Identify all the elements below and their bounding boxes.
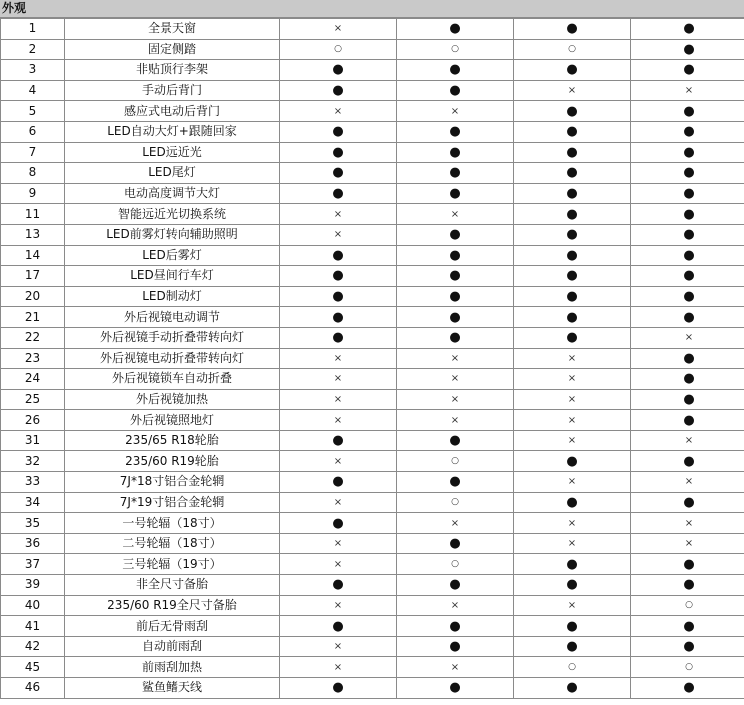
table-row: [1, 60, 744, 81]
standard-mark: ●: [631, 101, 744, 122]
table-row: [1, 204, 744, 225]
table-row: [1, 39, 744, 60]
not-available-mark: ×: [514, 410, 631, 431]
table-row: [1, 533, 744, 554]
row-number: 4: [1, 80, 65, 101]
standard-mark: ●: [514, 183, 631, 204]
not-available-mark: ×: [397, 101, 514, 122]
not-available-mark: ×: [280, 204, 397, 225]
feature-name: 感应式电动后背门: [65, 101, 280, 122]
standard-mark: ●: [631, 204, 744, 225]
row-number: 39: [1, 575, 65, 596]
optional-mark: ○: [397, 39, 514, 60]
standard-mark: ●: [397, 245, 514, 266]
standard-mark: ●: [514, 492, 631, 513]
not-available-mark: ×: [631, 472, 744, 493]
table-row: [1, 451, 744, 472]
feature-name: 全景天窗: [65, 19, 280, 40]
row-number: 32: [1, 451, 65, 472]
standard-mark: ●: [280, 163, 397, 184]
feature-name: LED制动灯: [65, 286, 280, 307]
feature-name: 外后视镜电动折叠带转向灯: [65, 348, 280, 369]
table-row: [1, 245, 744, 266]
standard-mark: ●: [280, 266, 397, 287]
standard-mark: ●: [397, 327, 514, 348]
standard-mark: ●: [514, 204, 631, 225]
not-available-mark: ×: [280, 19, 397, 40]
feature-name: 电动高度调节大灯: [65, 183, 280, 204]
optional-mark: ○: [280, 39, 397, 60]
feature-name: 非贴顶行李架: [65, 60, 280, 81]
not-available-mark: ×: [280, 595, 397, 616]
standard-mark: ●: [514, 678, 631, 699]
table-row: [1, 121, 744, 142]
feature-name: 二号轮辐（18寸）: [65, 533, 280, 554]
spec-table-body: [1, 19, 744, 699]
standard-mark: ●: [397, 224, 514, 245]
row-number: 20: [1, 286, 65, 307]
standard-mark: ●: [280, 575, 397, 596]
table-row: [1, 430, 744, 451]
feature-name: LED远近光: [65, 142, 280, 163]
row-number: 22: [1, 327, 65, 348]
row-number: 1: [1, 19, 65, 40]
not-available-mark: ×: [514, 533, 631, 554]
standard-mark: ●: [397, 307, 514, 328]
table-row: [1, 575, 744, 596]
table-row: [1, 410, 744, 431]
feature-name: 一号轮辐（18寸）: [65, 513, 280, 534]
row-number: 7: [1, 142, 65, 163]
table-row: [1, 678, 744, 699]
not-available-mark: ×: [280, 451, 397, 472]
standard-mark: ●: [280, 245, 397, 266]
standard-mark: ●: [514, 286, 631, 307]
not-available-mark: ×: [280, 554, 397, 575]
feature-name: 235/65 R18轮胎: [65, 430, 280, 451]
row-number: 46: [1, 678, 65, 699]
row-number: 33: [1, 472, 65, 493]
standard-mark: ●: [631, 348, 744, 369]
feature-name: 235/60 R19全尺寸备胎: [65, 595, 280, 616]
standard-mark: ●: [280, 121, 397, 142]
standard-mark: ●: [631, 183, 744, 204]
table-row: [1, 492, 744, 513]
standard-mark: ●: [514, 327, 631, 348]
standard-mark: ●: [397, 472, 514, 493]
table-row: [1, 327, 744, 348]
not-available-mark: ×: [280, 492, 397, 513]
row-number: 9: [1, 183, 65, 204]
not-available-mark: ×: [514, 80, 631, 101]
not-available-mark: ×: [280, 657, 397, 678]
standard-mark: ●: [397, 266, 514, 287]
standard-mark: ●: [631, 286, 744, 307]
standard-mark: ●: [514, 121, 631, 142]
table-row: [1, 307, 744, 328]
section-header: [0, 0, 744, 18]
not-available-mark: ×: [631, 430, 744, 451]
feature-name: 非全尺寸备胎: [65, 575, 280, 596]
standard-mark: ●: [631, 39, 744, 60]
row-number: 37: [1, 554, 65, 575]
row-number: 3: [1, 60, 65, 81]
standard-mark: ●: [280, 430, 397, 451]
standard-mark: ●: [631, 60, 744, 81]
table-row: [1, 595, 744, 616]
feature-name: 自动前雨刮: [65, 636, 280, 657]
standard-mark: ●: [514, 616, 631, 637]
feature-name: 三号轮辐（19寸）: [65, 554, 280, 575]
feature-name: 前后无骨雨刮: [65, 616, 280, 637]
optional-mark: ○: [514, 657, 631, 678]
standard-mark: ●: [280, 60, 397, 81]
standard-mark: ●: [397, 121, 514, 142]
row-number: 34: [1, 492, 65, 513]
standard-mark: ●: [397, 142, 514, 163]
row-number: 11: [1, 204, 65, 225]
optional-mark: ○: [631, 595, 744, 616]
standard-mark: ●: [397, 616, 514, 637]
feature-name: 外后视镜照地灯: [65, 410, 280, 431]
standard-mark: ●: [397, 286, 514, 307]
not-available-mark: ×: [280, 348, 397, 369]
standard-mark: ●: [397, 575, 514, 596]
standard-mark: ●: [280, 80, 397, 101]
row-number: 5: [1, 101, 65, 122]
row-number: 2: [1, 39, 65, 60]
standard-mark: ●: [397, 19, 514, 40]
table-row: [1, 636, 744, 657]
standard-mark: ●: [280, 678, 397, 699]
standard-mark: ●: [631, 636, 744, 657]
feature-name: LED前雾灯转向辅助照明: [65, 224, 280, 245]
row-number: 41: [1, 616, 65, 637]
row-number: 13: [1, 224, 65, 245]
not-available-mark: ×: [397, 513, 514, 534]
not-available-mark: ×: [280, 533, 397, 554]
standard-mark: ●: [631, 678, 744, 699]
table-row: [1, 554, 744, 575]
row-number: 14: [1, 245, 65, 266]
row-number: 8: [1, 163, 65, 184]
not-available-mark: ×: [631, 327, 744, 348]
standard-mark: ●: [631, 410, 744, 431]
not-available-mark: ×: [514, 595, 631, 616]
feature-name: 前雨刮加热: [65, 657, 280, 678]
row-number: 35: [1, 513, 65, 534]
row-number: 21: [1, 307, 65, 328]
standard-mark: ●: [631, 616, 744, 637]
not-available-mark: ×: [514, 430, 631, 451]
row-number: 23: [1, 348, 65, 369]
standard-mark: ●: [514, 266, 631, 287]
table-row: [1, 389, 744, 410]
spec-table: [0, 18, 744, 699]
not-available-mark: ×: [397, 204, 514, 225]
standard-mark: ●: [280, 307, 397, 328]
feature-name: 235/60 R19轮胎: [65, 451, 280, 472]
table-row: [1, 266, 744, 287]
standard-mark: ●: [280, 472, 397, 493]
standard-mark: ●: [280, 183, 397, 204]
standard-mark: ●: [397, 430, 514, 451]
feature-name: LED后雾灯: [65, 245, 280, 266]
table-row: [1, 657, 744, 678]
standard-mark: ●: [631, 142, 744, 163]
not-available-mark: ×: [514, 369, 631, 390]
table-row: [1, 224, 744, 245]
not-available-mark: ×: [397, 410, 514, 431]
not-available-mark: ×: [397, 389, 514, 410]
feature-name: 外后视镜电动调节: [65, 307, 280, 328]
standard-mark: ●: [397, 163, 514, 184]
standard-mark: ●: [631, 451, 744, 472]
row-number: 36: [1, 533, 65, 554]
standard-mark: ●: [280, 286, 397, 307]
optional-mark: ○: [397, 451, 514, 472]
feature-name: 7J*18寸铝合金轮辋: [65, 472, 280, 493]
row-number: 25: [1, 389, 65, 410]
not-available-mark: ×: [631, 80, 744, 101]
not-available-mark: ×: [280, 410, 397, 431]
standard-mark: ●: [631, 307, 744, 328]
standard-mark: ●: [631, 163, 744, 184]
optional-mark: ○: [397, 492, 514, 513]
optional-mark: ○: [397, 554, 514, 575]
standard-mark: ●: [280, 616, 397, 637]
table-row: [1, 183, 744, 204]
table-row: [1, 513, 744, 534]
standard-mark: ●: [631, 19, 744, 40]
standard-mark: ●: [514, 307, 631, 328]
standard-mark: ●: [397, 80, 514, 101]
standard-mark: ●: [631, 121, 744, 142]
row-number: 6: [1, 121, 65, 142]
feature-name: 鲨鱼鳍天线: [65, 678, 280, 699]
standard-mark: ●: [514, 101, 631, 122]
standard-mark: ●: [280, 327, 397, 348]
feature-name: 外后视镜加热: [65, 389, 280, 410]
feature-name: 7J*19寸铝合金轮辋: [65, 492, 280, 513]
row-number: 17: [1, 266, 65, 287]
row-number: 42: [1, 636, 65, 657]
not-available-mark: ×: [280, 369, 397, 390]
table-row: [1, 348, 744, 369]
row-number: 31: [1, 430, 65, 451]
feature-name: LED自动大灯+跟随回家: [65, 121, 280, 142]
table-row: [1, 472, 744, 493]
standard-mark: ●: [514, 554, 631, 575]
not-available-mark: ×: [514, 472, 631, 493]
standard-mark: ●: [514, 224, 631, 245]
not-available-mark: ×: [631, 513, 744, 534]
standard-mark: ●: [514, 60, 631, 81]
standard-mark: ●: [631, 245, 744, 266]
standard-mark: ●: [397, 678, 514, 699]
standard-mark: ●: [397, 533, 514, 554]
standard-mark: ●: [397, 60, 514, 81]
not-available-mark: ×: [397, 369, 514, 390]
feature-name: LED尾灯: [65, 163, 280, 184]
standard-mark: ●: [280, 513, 397, 534]
standard-mark: ●: [631, 224, 744, 245]
table-row: [1, 286, 744, 307]
not-available-mark: ×: [280, 389, 397, 410]
not-available-mark: ×: [514, 389, 631, 410]
optional-mark: ○: [514, 39, 631, 60]
standard-mark: ●: [514, 19, 631, 40]
standard-mark: ●: [397, 636, 514, 657]
standard-mark: ●: [631, 266, 744, 287]
standard-mark: ●: [631, 492, 744, 513]
row-number: 26: [1, 410, 65, 431]
not-available-mark: ×: [514, 348, 631, 369]
standard-mark: ●: [514, 636, 631, 657]
standard-mark: ●: [631, 369, 744, 390]
table-row: [1, 19, 744, 40]
table-row: [1, 101, 744, 122]
feature-name: 固定侧踏: [65, 39, 280, 60]
feature-name: 智能远近光切换系统: [65, 204, 280, 225]
not-available-mark: ×: [397, 348, 514, 369]
not-available-mark: ×: [397, 657, 514, 678]
not-available-mark: ×: [280, 101, 397, 122]
not-available-mark: ×: [397, 595, 514, 616]
standard-mark: ●: [280, 142, 397, 163]
standard-mark: ●: [514, 451, 631, 472]
row-number: 45: [1, 657, 65, 678]
row-number: 40: [1, 595, 65, 616]
standard-mark: ●: [397, 183, 514, 204]
table-row: [1, 163, 744, 184]
feature-name: 手动后背门: [65, 80, 280, 101]
feature-name: 外后视镜手动折叠带转向灯: [65, 327, 280, 348]
standard-mark: ●: [631, 389, 744, 410]
table-row: [1, 142, 744, 163]
not-available-mark: ×: [280, 224, 397, 245]
standard-mark: ●: [514, 142, 631, 163]
not-available-mark: ×: [631, 533, 744, 554]
not-available-mark: ×: [514, 513, 631, 534]
not-available-mark: ×: [280, 636, 397, 657]
optional-mark: ○: [631, 657, 744, 678]
table-row: [1, 616, 744, 637]
table-row: [1, 369, 744, 390]
feature-name: 外后视镜锁车自动折叠: [65, 369, 280, 390]
table-row: [1, 80, 744, 101]
standard-mark: ●: [514, 245, 631, 266]
row-number: 24: [1, 369, 65, 390]
standard-mark: ●: [631, 575, 744, 596]
section-title: 外观: [2, 1, 27, 15]
standard-mark: ●: [514, 575, 631, 596]
feature-name: LED昼间行车灯: [65, 266, 280, 287]
standard-mark: ●: [514, 163, 631, 184]
standard-mark: ●: [631, 554, 744, 575]
